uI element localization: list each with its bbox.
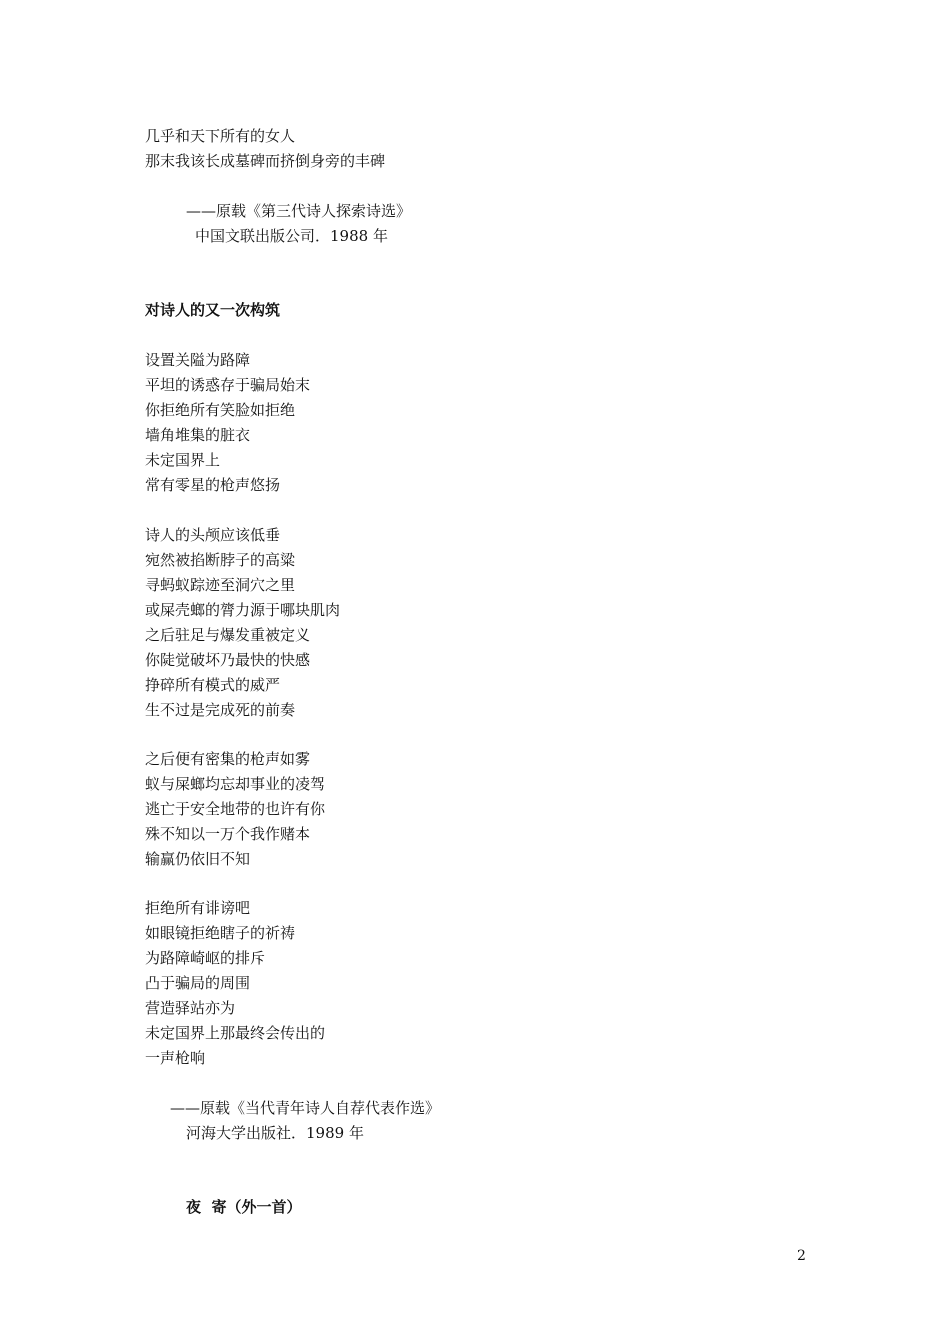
poem-line: 殊不知以一万个我作赌本 [145, 825, 311, 843]
poem-line: 为路障崎岖的排斥 [145, 949, 266, 967]
poem-line: 你拒绝所有笑脸如拒绝 [145, 401, 296, 419]
poem-line: 如眼镜拒绝瞎子的祈祷 [145, 924, 296, 942]
source-citation: ——原载《当代青年诗人自荐代表作选》 [170, 1099, 441, 1117]
poem-line: 拒绝所有诽谤吧 [145, 899, 251, 917]
source-publisher: 中国文联出版公司．1988 年 [195, 227, 388, 245]
poem-line: 输赢仍依旧不知 [145, 850, 251, 868]
poem-line: 几乎和天下所有的女人 [145, 127, 296, 145]
poem-line: 一声枪响 [145, 1049, 206, 1067]
poem-line: 或屎壳螂的膂力源于哪块肌肉 [145, 601, 341, 619]
source-publisher: 河海大学出版社．1989 年 [186, 1124, 364, 1142]
poem-line: 未定国界上 [145, 451, 221, 469]
poem-line: 设置关隘为路障 [145, 351, 251, 369]
poem-line: 你陡觉破坏乃最快的快感 [145, 651, 311, 669]
poem-line: 凸于骗局的周围 [145, 974, 251, 992]
poem-line: 生不过是完成死的前奏 [145, 701, 296, 719]
poem-line: 宛然被掐断脖子的高粱 [145, 551, 296, 569]
poem-line: 逃亡于安全地带的也许有你 [145, 800, 326, 818]
poem-line: 平坦的诱惑存于骗局始末 [145, 376, 311, 394]
poem-line: 之后驻足与爆发重被定义 [145, 626, 311, 644]
poem-line: 那末我该长成墓碑而挤倒身旁的丰碑 [145, 152, 386, 170]
source-citation: ——原载《第三代诗人探索诗选》 [186, 202, 412, 220]
poem-title: 夜 寄（外一首） [186, 1198, 302, 1216]
poem-line: 常有零星的枪声悠扬 [145, 476, 281, 494]
poem-line: 营造驿站亦为 [145, 999, 236, 1017]
poem-line: 之后便有密集的枪声如雾 [145, 750, 311, 768]
poem-line: 诗人的头颅应该低垂 [145, 526, 281, 544]
poem-line: 墙角堆集的脏衣 [145, 426, 251, 444]
page-number: 2 [797, 1248, 806, 1264]
poem-line: 挣碎所有模式的威严 [145, 676, 281, 694]
poem-line: 蚁与屎螂均忘却事业的凌驾 [145, 775, 326, 793]
poem-line: 未定国界上那最终会传出的 [145, 1024, 326, 1042]
poem-title: 对诗人的又一次构筑 [145, 301, 281, 319]
poem-line: 寻蚂蚁踪迹至洞穴之里 [145, 576, 296, 594]
